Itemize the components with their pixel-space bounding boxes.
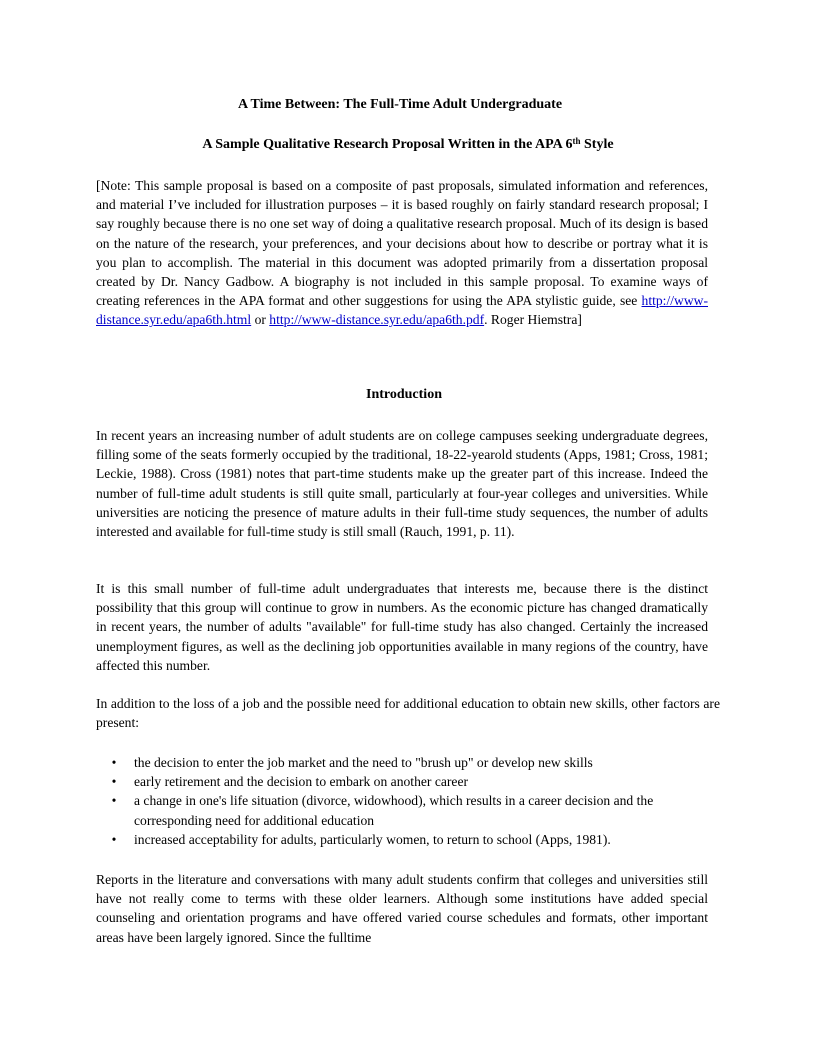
list-item [108,791,708,829]
subtitle-text: A Sample Qualitative Research Proposal Written in the APA 6 [202,137,573,152]
bullet-icon: • [111,774,117,790]
list-item [108,772,708,791]
list-item [108,753,708,772]
list-item [108,830,708,849]
document-subtitle [0,136,816,154]
list-item-text: a change in one's life situation (divorce, widowhood), which results in a career decision and the corresponding need for additional education [134,793,654,828]
subtitle-suffix: Style [580,137,614,152]
bullet-icon: • [111,755,117,770]
document-title: A Time Between: The Full-Time Adult Undergraduate [237,97,563,112]
list-item-text: increased acceptability for adults, particularly women, to return to school (Apps, 1981). [134,831,611,847]
apa-pdf-link[interactable]: http://www-distance.syr.edu/apa6th.pdf [269,312,485,328]
note-text-2: or [251,312,270,328]
intro-paragraph-3: In addition to the loss of a job and the possible need for additional education to obtain new skills, other factors are present: [96,696,720,731]
note-text-1: [Note: This sample proposal is based on a composite of past proposals, simulated information and references, and material I’ve included for illustration purposes – it is based roughly on fairly standard research proposal; I say roughly because there is no one set way of doing a qualitative research proposal. Much of its design is based on the nature of the research, your preferences, and your decisions about how to describe or portray what it is you plan to accomplish. The material in this document was adopted primarily from a dissertation proposal created by Dr. Nancy Gadbow. A biography is not included in this sample proposal. To examine ways of creating references in the APA format and other suggestions for using the APA stylistic guide, see [96,178,708,309]
intro-paragraph-1: In recent years an increasing number of adult students are on college campuses seeking undergraduate degrees, filling some of the seats formerly occupied by the traditional, 18-22-yearold students (Apps, 1981; Cross, 1981; Leckie, 1988). Cross (1981) notes that part-time students make up the greater part of this increase. Indeed the number of full-time adult students is still quite small, particularly at four-year colleges and universities. While universities are noticing the presence of mature adults in their full-time study sequences, the number of adults interested and available for full-time study is still small (Rauch, 1991, p. 11). [96,428,708,540]
factors-list [108,753,708,849]
list-item-text: the decision to enter the job market and the need to "brush up" or develop new skills [134,755,593,770]
intro-paragraph-4: Reports in the literature and conversations with many adult students confirm that colleges and universities still have not really come to terms with these older learners. Although some institutions have added special counseling and orientation programs and have offered varied course schedules and formats, other important areas have been largely ignored. Since the fulltime [96,872,708,945]
list-item-text: early retirement and the decision to embark on another career [134,774,469,790]
subtitle-superscript: th [572,136,581,146]
note-text-3: . Roger Hiemstra] [484,312,582,328]
introduction-heading: Introduction [366,387,442,402]
bullet-icon: • [111,831,117,847]
intro-paragraph-2: It is this small number of full-time adult undergraduates that interests me, because there is the distinct possibility that this group will continue to grow in numbers. As the economic picture has changed dramatically in recent years, the number of adults "available" for full-time study has also changed. Certainly the increased unemployment figures, as well as the declining job opportunities available in many regions of the country, have affected this number. [96,581,708,673]
bullet-icon: • [111,793,117,809]
apa-html-link[interactable]: http://www-distance.syr.edu/apa6th.html [96,293,708,328]
note-paragraph [96,176,708,330]
